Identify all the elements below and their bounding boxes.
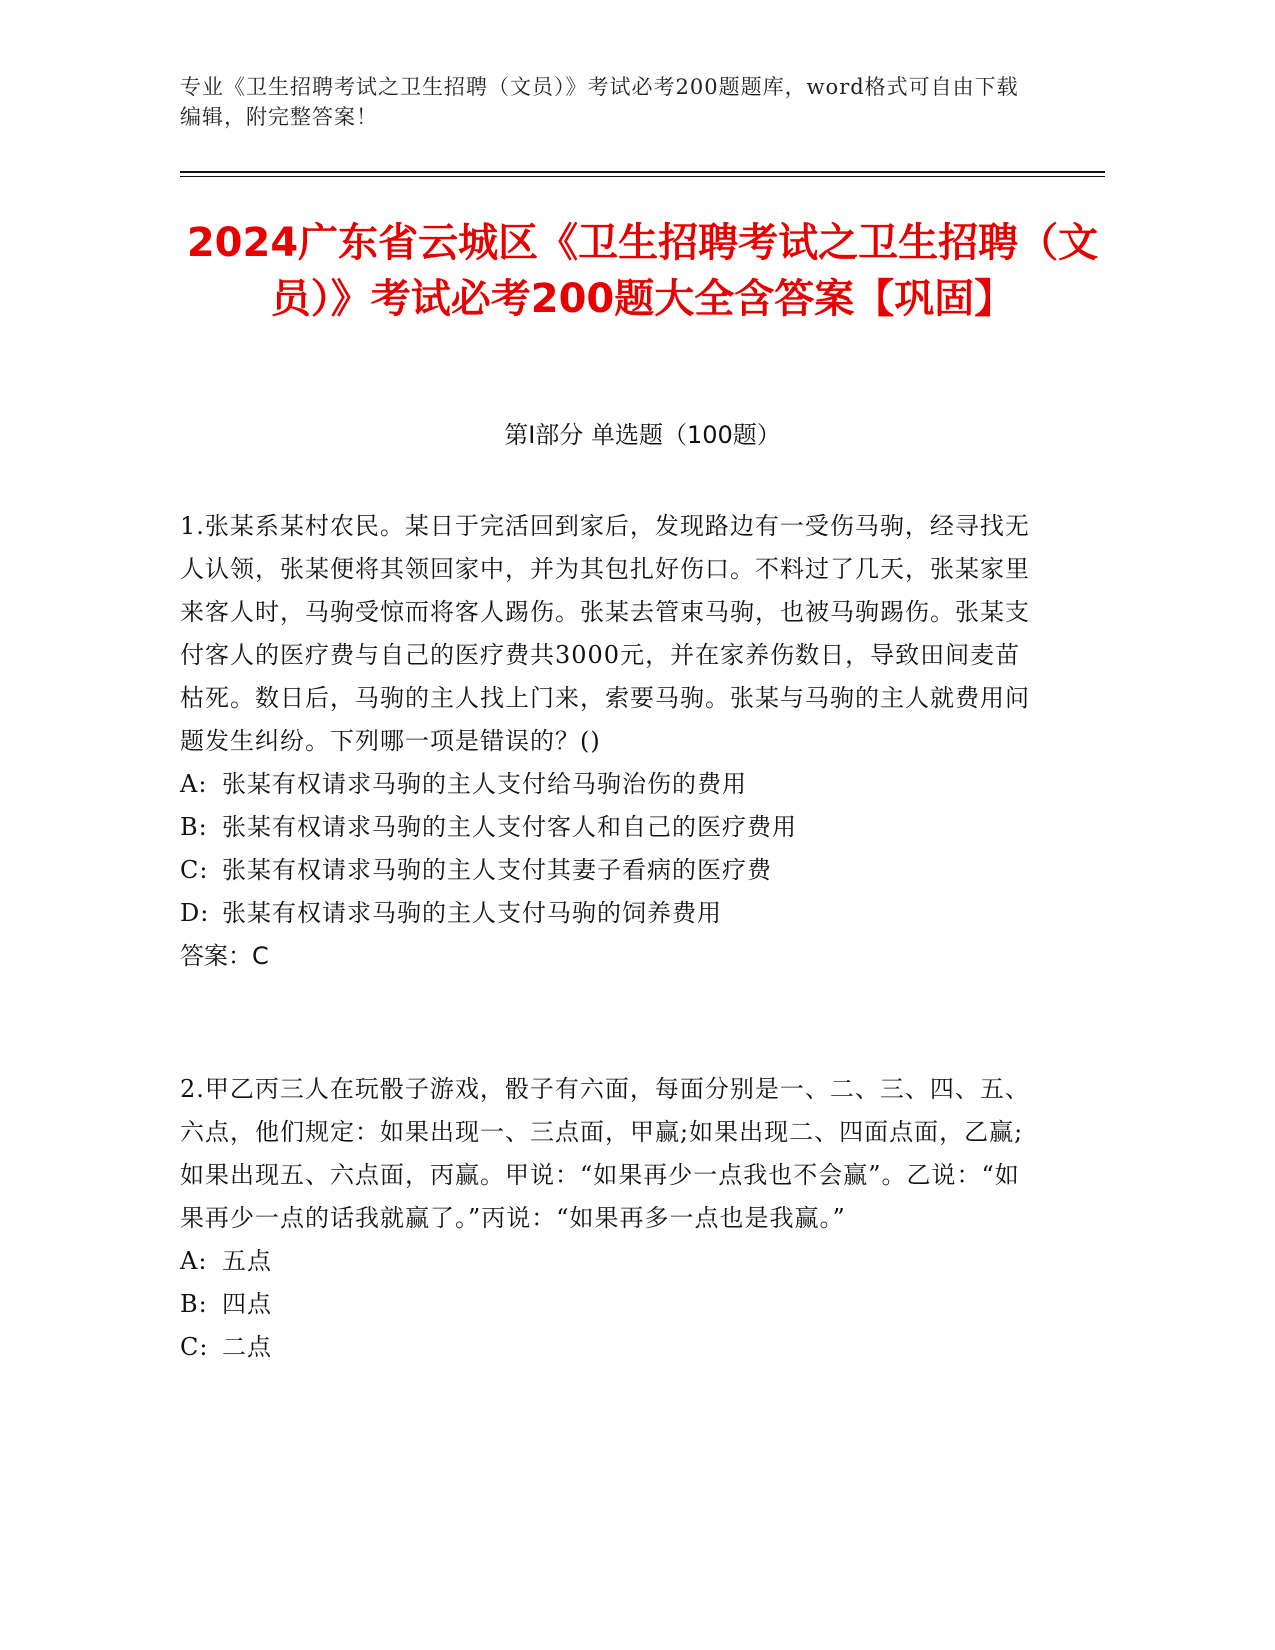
option-key: D: [180, 899, 210, 927]
answer-line: 答案：C [180, 942, 269, 970]
option-key: C: [180, 1333, 209, 1361]
option-b [180, 806, 1030, 849]
header-note: 专业《卫生招聘考试之卫生招聘（文员）》考试必考200题题库，word格式可自由下载编辑，附完整答案！ [180, 75, 1019, 129]
option-key: B: [180, 1290, 208, 1318]
option-text: 张某有权请求马驹的主人支付其妻子看病的医疗费 [222, 856, 772, 884]
option-c [180, 849, 1030, 892]
document-title: 2024广东省云城区《卫生招聘考试之卫生招聘（文员）》考试必考200题大全含答案【巩固】 [186, 220, 1099, 322]
option-key: A: [180, 1247, 208, 1275]
section-heading: 第I部分 单选题（100题） [504, 421, 781, 449]
option-text: 四点 [222, 1290, 272, 1318]
question-stem: 2.甲乙丙三人在玩骰子游戏，骰子有六面，每面分别是一、二、三、四、五、六点，他们规定：如果出现一、三点面，甲赢;如果出现二、四面点面，乙赢;如果出现五、六点面，丙赢。甲说：“如果再少一点我也不会赢”。乙说：“如果再少一点的话我就赢了。”丙说：“如果再多一点也是我赢。” [180, 1075, 1030, 1232]
option-key: A: [180, 770, 208, 798]
question-1 [180, 505, 1030, 978]
option-text: 张某有权请求马驹的主人支付给马驹治伤的费用 [222, 770, 747, 798]
question-stem: 1.张某系某村农民。某日于完活回到家后，发现路边有一受伤马驹，经寻找无人认领，张某便将其领回家中，并为其包扎好伤口。不料过了几天，张某家里来客人时，马驹受惊而将客人踢伤。张某去管束马驹，也被马驹踢伤。张某支付客人的医疗费与自己的医疗费共3000元，并在家养伤数日，导致田间麦苗枯死。数日后，马驹的主人找上门来，索要马驹。张某与马驹的主人就费用问题发生纠纷。下列哪一项是错误的？() [180, 512, 1030, 755]
option-a [180, 1240, 1030, 1283]
option-text: 五点 [222, 1247, 272, 1275]
option-a [180, 763, 1030, 806]
option-text: 二点 [222, 1333, 272, 1361]
option-text: 张某有权请求马驹的主人支付马驹的饲养费用 [222, 899, 722, 927]
question-2 [180, 1068, 1030, 1369]
option-b [180, 1283, 1030, 1326]
header-divider-thick [180, 171, 1105, 173]
option-text: 张某有权请求马驹的主人支付客人和自己的医疗费用 [222, 813, 797, 841]
option-d [180, 892, 1030, 935]
option-c [180, 1326, 1030, 1369]
option-key: B: [180, 813, 208, 841]
header-divider-thin [180, 176, 1105, 177]
option-key: C: [180, 856, 209, 884]
